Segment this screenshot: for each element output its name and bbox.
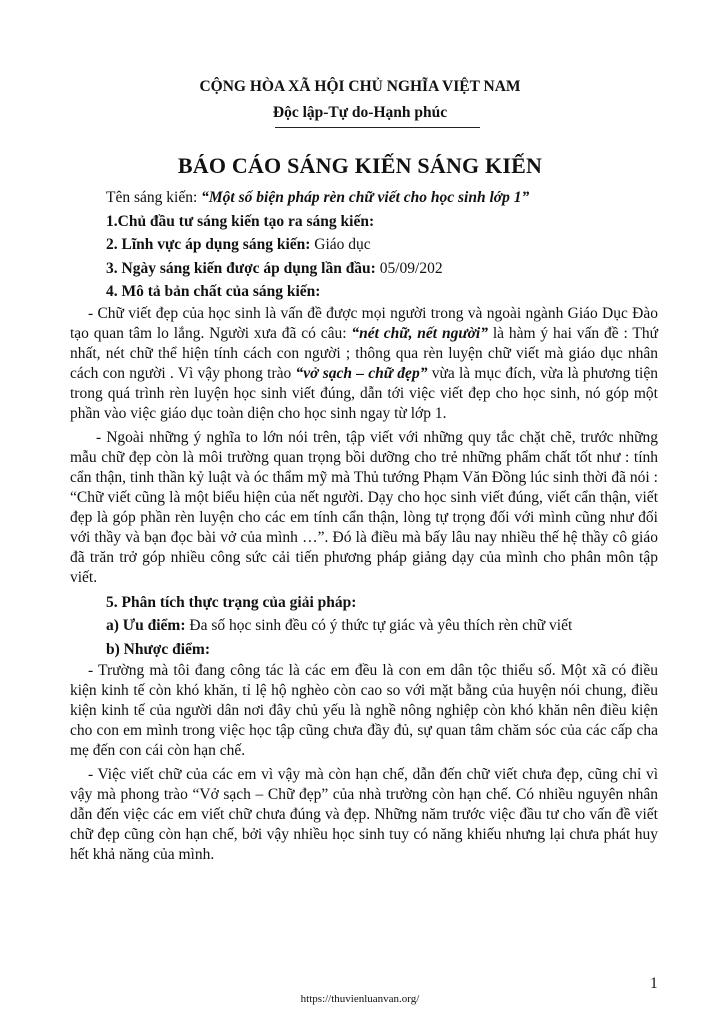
document-body <box>70 186 658 865</box>
initiative-name-value: “Một số biện pháp rèn chữ viết cho học sinh lớp 1” <box>201 189 530 206</box>
paragraph-1-quote-1: “nét chữ, nết người” <box>351 324 488 342</box>
motto-underline <box>275 127 480 128</box>
page-number: 1 <box>650 975 658 992</box>
section-3-value: 05/09/202 <box>375 259 443 277</box>
section-5a-label: a) Ưu điểm: <box>106 617 186 634</box>
paragraph-3: - Trường mà tôi đang công tác là các em đều là con em dân tộc thiểu số. Một xã có điều kiện kinh tế còn khó khăn, tỉ lệ hộ nghèo còn cao so với mặt bằng của huyện nói chung, điều kiện kinh tế của người dân nơi đây chủ yếu là nghề nông nghiệp còn khó khăn nên điều kiện cho con em mình trong việc học tập cũng chưa đầy đủ, sự quan tâm chăm sóc của các cấp cha mẹ đến con cái còn hạn chế. <box>70 662 658 759</box>
section-5a-line <box>88 614 658 638</box>
paragraph-1-quote-2: “vở sạch – chữ đẹp” <box>295 364 428 382</box>
paragraph-1 <box>70 304 658 424</box>
section-2-label: 2. Lĩnh vực áp dụng sáng kiến: <box>106 236 311 253</box>
section-5-heading: 5. Phân tích thực trạng của giải pháp: <box>106 593 357 611</box>
motto-header: Độc lập-Tự do-Hạnh phúc <box>272 104 448 121</box>
section-5a-value: Đa số học sinh đều có ý thức tự giác và yêu thích rèn chữ viết <box>185 617 573 634</box>
section-2-line <box>88 233 658 257</box>
section-5b-heading: b) Nhược điểm: <box>106 640 210 658</box>
section-3-label: 3. Ngày sáng kiến được áp dụng lần đầu: <box>106 259 376 277</box>
section-2-value: Giáo dục <box>310 236 371 253</box>
document-title: BÁO CÁO SÁNG KIẾN SÁNG KIẾN <box>177 153 543 178</box>
nation-header: CỘNG HÒA XÃ HỘI CHỦ NGHĨA VIỆT NAM <box>199 78 521 95</box>
initiative-name-line <box>88 186 658 210</box>
section-3-line <box>88 257 658 281</box>
paragraph-4: - Việc viết chữ của các em vì vậy mà còn hạn chế, dẫn đến chữ viết chưa đẹp, cũng chỉ vì vậy mà phong trào “Vở sạch – Chữ đẹp” của nhà trường còn hạn chế. Có nhiều nguyên nhân dẫn đến việc các em viết chữ chưa đúng và đẹp. Những năm trước việc đầu tư cho vấn đề viết chữ đẹp cũng còn hạn chế, bởi vậy nhiều học sinh tuy có năng khiếu nhưng lại chưa phát huy hết khả năng của mình. <box>70 766 658 863</box>
paragraph-1-part-c: vừa là mục đích, vừa là phương tiện trong quá trình rèn luyện học sinh viết đúng, dẫn tới việc viết đẹp cho học sinh, nó góp một phần vào việc giáo dục toàn diện cho học sinh ngay từ lớp 1. <box>70 364 658 422</box>
section-4-heading: 4. Mô tả bản chất của sáng kiến: <box>106 283 321 300</box>
paragraph-1-part-b: là hàm ý hai vấn đề : Thứ nhất, nét chữ thể hiện tính cách con người ; thông qua rèn luyện chữ viết mà giáo dục nhân cách con người . Vì vậy phong trào <box>70 324 658 382</box>
section-1-heading: 1.Chủ đầu tư sáng kiến tạo ra sáng kiến: <box>106 212 375 230</box>
paragraph-1-part-a: - Chữ viết đẹp của học sinh là vấn đề được mọi người trong và ngoài ngành Giáo Dục Đào tạo quan tâm lo lắng. Người xưa đã có câu: <box>70 304 658 342</box>
footer-url: https://thuvienluanvan.org/ <box>300 993 420 1005</box>
initiative-name-label: Tên sáng kiến: <box>106 189 202 206</box>
paragraph-2: - Ngoài những ý nghĩa to lớn nói trên, tập viết với những quy tắc chặt chẽ, trước những mẫu chữ đẹp còn là môi trường quan trọng bồi dưỡng cho trẻ những phẩm chất tốt như : tính cẩn thận, tinh thần kỷ luật và óc thẩm mỹ mà Thủ tướng Phạm Văn Đồng lúc sinh thời đã nói : “Chữ viết cũng là một biểu hiện của nết người. Dạy cho học sinh viết đúng, viết cẩn thận, viết đẹp là góp phần rèn luyện cho các em tính cẩn thận, lòng tự trọng đối với mình cũng như đối với thầy và bạn đọc bài vở của mình …”. Đó là điều mà bấy lâu nay nhiều thế hệ thầy cô giáo đã trăn trở góp nhiều công sức cải tiến phương pháp giảng dạy của mình cho phân môn tập viết. <box>70 428 658 586</box>
